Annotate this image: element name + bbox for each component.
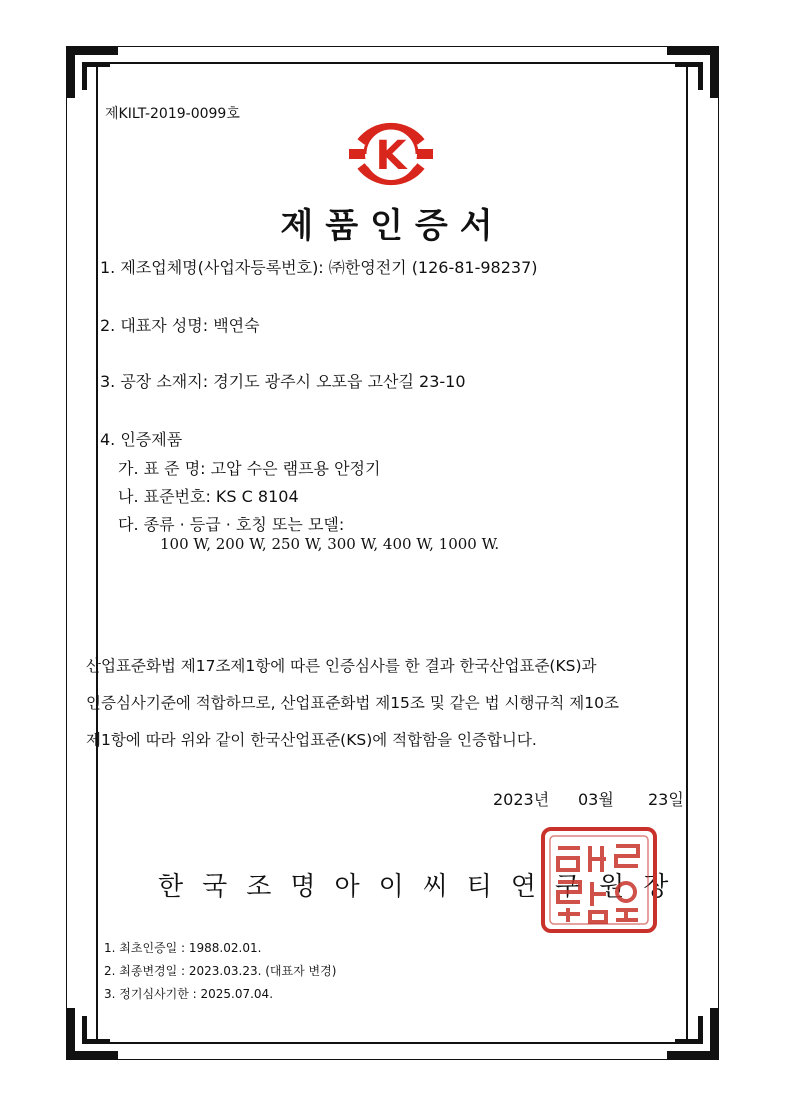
item-factory-address: 3. 공장 소재지: 경기도 광주시 오포읍 고산길 23-10: [100, 372, 466, 391]
corner-ornament: [667, 1008, 719, 1060]
product-name: 가. 표 준 명: 고압 수은 램프용 안정기: [118, 459, 381, 478]
issue-day: 23일: [648, 790, 684, 809]
item-representative: 2. 대표자 성명: 백연숙: [100, 316, 260, 335]
statement-line: 인증심사기준에 적합하므로, 산업표준화법 제15조 및 같은 법 시행규칙 제10조: [86, 694, 619, 712]
note-regular-audit-deadline: 3. 정기심사기한 : 2025.07.04.: [104, 987, 274, 1001]
statement-line: 제1항에 따라 위와 같이 한국산업표준(KS)에 적합함을 인증합니다.: [86, 731, 537, 749]
note-first-certification: 1. 최초인증일 : 1988.02.01.: [104, 941, 262, 955]
corner-ornament: [66, 1008, 118, 1060]
model-list: 100 W, 200 W, 250 W, 300 W, 400 W, 1000 W.: [160, 535, 500, 553]
issue-month: 03월: [578, 790, 614, 809]
issuer-name: 한국조명아이씨티연구원장: [158, 872, 688, 902]
official-seal-icon: [540, 826, 658, 934]
corner-ornament: [667, 46, 719, 98]
certificate-number: 제KILT-2019-0099호: [105, 106, 240, 122]
certification-statement: [86, 648, 706, 759]
type-grade-label: 다. 종류 · 등급 · 호칭 또는 모델:: [118, 515, 345, 534]
statement-line: 산업표준화법 제17조제1항에 따른 인증심사를 한 결과 한국산업표준(KS)과: [86, 657, 597, 675]
item-certified-product: 4. 인증제품: [100, 430, 183, 449]
standard-number: 나. 표준번호: KS C 8104: [118, 487, 299, 506]
document-title: 제품인증서: [280, 206, 505, 246]
item-manufacturer: 1. 제조업체명(사업자등록번호): ㈜한영전기 (126-81-98237): [100, 258, 538, 277]
ks-logo-letter: K: [375, 133, 407, 179]
issue-year: 2023년: [493, 790, 550, 809]
note-last-change: 2. 최종변경일 : 2023.03.23. (대표자 변경): [104, 964, 337, 978]
ks-logo-icon: [345, 112, 437, 196]
corner-ornament: [66, 46, 118, 98]
